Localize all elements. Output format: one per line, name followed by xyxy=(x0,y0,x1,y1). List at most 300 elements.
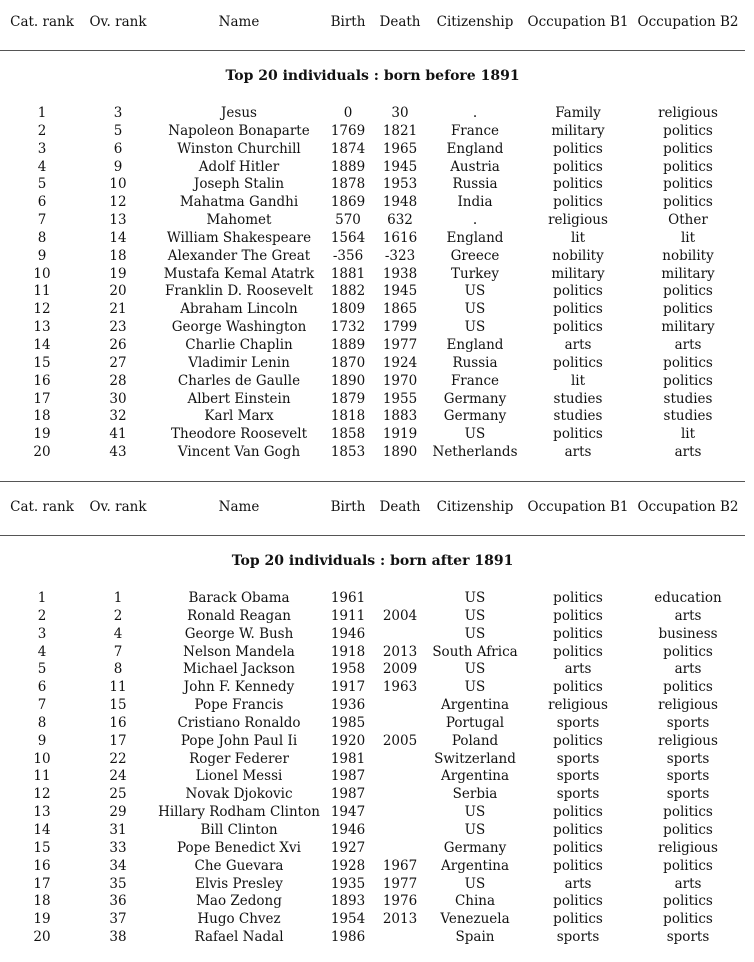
cell-cat-rank: 19 xyxy=(33,911,51,928)
cell-ov-rank: 13 xyxy=(109,212,127,229)
cell-occupation-b2: politics xyxy=(663,804,713,821)
cell-cat-rank: 15 xyxy=(33,839,51,856)
cell-occupation-b2: military xyxy=(661,319,715,336)
cell-ov-rank: 6 xyxy=(113,140,123,157)
cell-cat-rank: 8 xyxy=(37,714,47,731)
cell-name: William Shakespeare xyxy=(166,229,312,246)
cell-death: 2005 xyxy=(382,732,418,749)
cell-name: John F. Kennedy xyxy=(183,679,295,696)
cell-cat-rank: 10 xyxy=(33,750,51,767)
cell-occupation-b2: business xyxy=(658,625,718,642)
cell-citizenship: Argentina xyxy=(440,857,510,874)
cell-name: Pope John Paul Ii xyxy=(180,732,298,749)
table-row xyxy=(0,211,745,229)
cell-name: Rafael Nadal xyxy=(194,929,284,946)
cell-cat-rank: 1 xyxy=(37,590,47,606)
cell-occupation-b2: sports xyxy=(666,929,710,946)
table-row xyxy=(0,803,745,821)
cell-ov-rank: 15 xyxy=(109,697,127,714)
section-title: Top 20 individuals : born before 1891 xyxy=(225,68,520,84)
cell-name: Hillary Rodham Clinton xyxy=(158,804,320,821)
table-row xyxy=(0,785,745,803)
cell-citizenship: Portugal xyxy=(445,714,505,731)
table-row xyxy=(0,767,745,785)
header-name: Name xyxy=(218,14,260,30)
table-row xyxy=(0,336,745,354)
cell-citizenship: . xyxy=(472,212,478,229)
cell-name: Novak Djokovic xyxy=(185,786,293,803)
cell-citizenship: France xyxy=(450,122,500,139)
cell-ov-rank: 10 xyxy=(109,176,127,193)
cell-occupation-b1: politics xyxy=(553,140,603,157)
cell-name: Vincent Van Gogh xyxy=(177,444,301,461)
header-occupation-b1: Occupation B1 xyxy=(527,14,629,30)
cell-citizenship: US xyxy=(464,607,486,624)
table-row xyxy=(0,839,745,857)
cell-cat-rank: 14 xyxy=(33,821,51,838)
cell-occupation-b1: Family xyxy=(555,105,601,121)
cell-citizenship: England xyxy=(446,336,504,353)
cell-occupation-b2: lit xyxy=(680,426,696,443)
cell-occupation-b1: politics xyxy=(553,643,603,660)
cell-ov-rank: 8 xyxy=(113,661,123,678)
cell-ov-rank: 9 xyxy=(113,158,123,175)
cell-birth: 1954 xyxy=(330,911,366,928)
cell-citizenship: China xyxy=(454,893,496,910)
cell-name: Pope Benedict Xvi xyxy=(177,839,301,856)
cell-name: George Washington xyxy=(171,319,307,336)
cell-occupation-b1: politics xyxy=(553,283,603,300)
cell-occupation-b2: politics xyxy=(663,140,713,157)
cell-ov-rank: 36 xyxy=(109,893,127,910)
cell-cat-rank: 1 xyxy=(37,105,47,121)
cell-ov-rank: 24 xyxy=(109,768,127,785)
cell-occupation-b2: arts xyxy=(674,444,702,461)
cell-ov-rank: 7 xyxy=(113,643,123,660)
cell-occupation-b1: lit xyxy=(570,372,586,389)
cell-ov-rank: 17 xyxy=(109,732,127,749)
cell-cat-rank: 5 xyxy=(37,661,47,678)
cell-citizenship: US xyxy=(464,319,486,336)
header-ov-rank: Ov. rank xyxy=(89,14,147,30)
cell-death: 1616 xyxy=(382,229,418,246)
cell-name: Mahatma Gandhi xyxy=(179,194,299,211)
cell-cat-rank: 2 xyxy=(37,607,47,624)
cell-cat-rank: 5 xyxy=(37,176,47,193)
cell-birth: 1987 xyxy=(330,768,366,785)
cell-ov-rank: 16 xyxy=(109,714,127,731)
cell-birth: 1889 xyxy=(330,158,366,175)
table-row xyxy=(0,875,745,893)
cell-death: 2004 xyxy=(382,607,418,624)
header-occupation-b2: Occupation B2 xyxy=(637,499,739,515)
cell-citizenship: France xyxy=(450,372,500,389)
cell-cat-rank: 18 xyxy=(33,408,51,425)
table-row xyxy=(0,193,745,211)
cell-citizenship: US xyxy=(464,821,486,838)
cell-occupation-b1: sports xyxy=(556,768,600,785)
header-cat-rank: Cat. rank xyxy=(10,14,74,30)
cell-birth: 1946 xyxy=(330,821,366,838)
cell-citizenship: India xyxy=(457,194,493,211)
cell-ov-rank: 5 xyxy=(113,122,123,139)
cell-occupation-b1: military xyxy=(551,122,605,139)
table-row xyxy=(0,928,745,946)
cell-occupation-b1: arts xyxy=(564,336,592,353)
cell-occupation-b1: politics xyxy=(553,679,603,696)
cell-citizenship: Russia xyxy=(452,176,498,193)
cell-birth: 1911 xyxy=(330,607,366,624)
cell-name: Hugo Chvez xyxy=(197,911,281,928)
cell-name: Lionel Messi xyxy=(195,768,283,785)
cell-death: 1945 xyxy=(382,283,418,300)
cell-occupation-b2: politics xyxy=(663,857,713,874)
table-row xyxy=(0,607,745,625)
cell-citizenship: South Africa xyxy=(432,643,518,660)
cell-occupation-b1: sports xyxy=(556,786,600,803)
cell-occupation-b1: politics xyxy=(553,821,603,838)
header-birth: Birth xyxy=(330,499,366,515)
cell-death: 1821 xyxy=(382,122,418,139)
cell-birth: 1889 xyxy=(330,336,366,353)
section-divider xyxy=(0,481,745,482)
cell-cat-rank: 2 xyxy=(37,122,47,139)
cell-death: 1976 xyxy=(382,893,418,910)
cell-ov-rank: 29 xyxy=(109,804,127,821)
cell-cat-rank: 9 xyxy=(37,247,47,264)
cell-cat-rank: 4 xyxy=(37,643,47,660)
header-occupation-b2: Occupation B2 xyxy=(637,14,739,30)
cell-occupation-b2: politics xyxy=(663,911,713,928)
cell-cat-rank: 14 xyxy=(33,336,51,353)
cell-cat-rank: 15 xyxy=(33,354,51,371)
cell-ov-rank: 18 xyxy=(109,247,127,264)
cell-death: 1977 xyxy=(382,875,418,892)
table-row xyxy=(0,390,745,408)
cell-birth: 1961 xyxy=(330,590,366,606)
cell-cat-rank: 10 xyxy=(33,265,51,282)
cell-birth: 1858 xyxy=(330,426,366,443)
cell-name: Che Guevara xyxy=(194,857,284,874)
cell-ov-rank: 37 xyxy=(109,911,127,928)
cell-occupation-b1: politics xyxy=(553,194,603,211)
cell-occupation-b2: sports xyxy=(666,750,710,767)
cell-occupation-b1: politics xyxy=(553,625,603,642)
cell-occupation-b2: politics xyxy=(663,893,713,910)
cell-citizenship: Argentina xyxy=(440,768,510,785)
cell-citizenship: Poland xyxy=(451,732,499,749)
cell-citizenship: Greece xyxy=(450,247,500,264)
cell-occupation-b1: lit xyxy=(570,229,586,246)
column-header-row xyxy=(0,13,745,33)
cell-citizenship: Netherlands xyxy=(432,444,518,461)
cell-birth: 1769 xyxy=(330,122,366,139)
cell-death: 2009 xyxy=(382,661,418,678)
cell-death: 1953 xyxy=(382,176,418,193)
cell-cat-rank: 20 xyxy=(33,444,51,461)
cell-birth: 1928 xyxy=(330,857,366,874)
cell-birth: 1809 xyxy=(330,301,366,318)
cell-ov-rank: 19 xyxy=(109,265,127,282)
cell-ov-rank: 12 xyxy=(109,194,127,211)
cell-occupation-b2: arts xyxy=(674,875,702,892)
cell-ov-rank: 43 xyxy=(109,444,127,461)
cell-death: 30 xyxy=(391,105,409,121)
cell-ov-rank: 35 xyxy=(109,875,127,892)
table-row xyxy=(0,354,745,372)
header-occupation-b1: Occupation B1 xyxy=(527,499,629,515)
cell-occupation-b1: politics xyxy=(553,804,603,821)
cell-death: 1924 xyxy=(382,354,418,371)
cell-ov-rank: 3 xyxy=(113,105,123,121)
cell-death: 2013 xyxy=(382,643,418,660)
header-rule xyxy=(0,535,745,536)
cell-cat-rank: 11 xyxy=(33,768,51,785)
cell-occupation-b2: religious xyxy=(658,732,718,749)
cell-ov-rank: 33 xyxy=(109,839,127,856)
cell-name: Charlie Chaplin xyxy=(185,336,293,353)
cell-occupation-b2: politics xyxy=(663,679,713,696)
cell-cat-rank: 13 xyxy=(33,804,51,821)
cell-name: George W. Bush xyxy=(184,625,294,642)
cell-occupation-b1: religious xyxy=(548,697,608,714)
cell-name: Barack Obama xyxy=(188,590,290,606)
table-row xyxy=(0,643,745,661)
table-row xyxy=(0,910,745,928)
cell-citizenship: Switzerland xyxy=(434,750,516,767)
cell-cat-rank: 11 xyxy=(33,283,51,300)
cell-occupation-b1: politics xyxy=(553,301,603,318)
cell-name: Napoleon Bonaparte xyxy=(168,122,310,139)
cell-name: Pope Francis xyxy=(194,697,284,714)
cell-occupation-b1: politics xyxy=(553,319,603,336)
table-row xyxy=(0,443,745,461)
cell-cat-rank: 13 xyxy=(33,319,51,336)
cell-death: 1799 xyxy=(382,319,418,336)
cell-ov-rank: 28 xyxy=(109,372,127,389)
cell-birth: 1927 xyxy=(330,839,366,856)
cell-citizenship: US xyxy=(464,625,486,642)
table-row xyxy=(0,857,745,875)
table-row xyxy=(0,714,745,732)
table-row xyxy=(0,732,745,750)
header-citizenship: Citizenship xyxy=(436,499,514,515)
cell-ov-rank: 21 xyxy=(109,301,127,318)
table-row xyxy=(0,318,745,336)
header-cat-rank: Cat. rank xyxy=(10,499,74,515)
cell-occupation-b1: military xyxy=(551,265,605,282)
table-row xyxy=(0,247,745,265)
cell-birth: 1893 xyxy=(330,893,366,910)
cell-name: Charles de Gaulle xyxy=(177,372,301,389)
cell-ov-rank: 11 xyxy=(109,679,127,696)
table-row xyxy=(0,140,745,158)
cell-citizenship: Germany xyxy=(443,839,507,856)
cell-occupation-b2: religious xyxy=(658,839,718,856)
cell-death: 1890 xyxy=(382,444,418,461)
section-rows xyxy=(0,104,745,461)
cell-death: 2013 xyxy=(382,911,418,928)
cell-occupation-b2: military xyxy=(661,265,715,282)
cell-cat-rank: 17 xyxy=(33,875,51,892)
cell-birth: 1958 xyxy=(330,661,366,678)
cell-ov-rank: 20 xyxy=(109,283,127,300)
cell-death: 1965 xyxy=(382,140,418,157)
cell-citizenship: Germany xyxy=(443,390,507,407)
cell-occupation-b2: religious xyxy=(658,105,718,121)
cell-occupation-b2: sports xyxy=(666,768,710,785)
table-row xyxy=(0,122,745,140)
cell-name: Elvis Presley xyxy=(195,875,283,892)
cell-occupation-b1: arts xyxy=(564,661,592,678)
cell-occupation-b1: politics xyxy=(553,354,603,371)
cell-name: Ronald Reagan xyxy=(187,607,291,624)
cell-occupation-b1: sports xyxy=(556,929,600,946)
cell-occupation-b2: studies xyxy=(663,390,713,407)
cell-citizenship: US xyxy=(464,283,486,300)
cell-citizenship: US xyxy=(464,661,486,678)
cell-death: 1967 xyxy=(382,857,418,874)
cell-occupation-b1: politics xyxy=(553,732,603,749)
cell-birth: 1920 xyxy=(330,732,366,749)
cell-citizenship: US xyxy=(464,875,486,892)
cell-death: 1948 xyxy=(382,194,418,211)
cell-ov-rank: 41 xyxy=(109,426,127,443)
cell-cat-rank: 7 xyxy=(37,697,47,714)
cell-birth: 1732 xyxy=(330,319,366,336)
cell-name: Mao Zedong xyxy=(196,893,282,910)
cell-birth: 1870 xyxy=(330,354,366,371)
cell-death: 632 xyxy=(387,212,413,229)
cell-birth: 1890 xyxy=(330,372,366,389)
cell-birth: 1818 xyxy=(330,408,366,425)
cell-ov-rank: 25 xyxy=(109,786,127,803)
header-ov-rank: Ov. rank xyxy=(89,499,147,515)
cell-cat-rank: 16 xyxy=(33,857,51,874)
cell-birth: -356 xyxy=(332,247,364,264)
cell-birth: 1878 xyxy=(330,176,366,193)
cell-occupation-b1: politics xyxy=(553,426,603,443)
table-row xyxy=(0,678,745,696)
cell-birth: 1946 xyxy=(330,625,366,642)
cell-occupation-b2: politics xyxy=(663,122,713,139)
cell-ov-rank: 30 xyxy=(109,390,127,407)
cell-occupation-b2: politics xyxy=(663,643,713,660)
cell-cat-rank: 12 xyxy=(33,301,51,318)
cell-citizenship: US xyxy=(464,679,486,696)
cell-birth: 1882 xyxy=(330,283,366,300)
cell-cat-rank: 9 xyxy=(37,732,47,749)
section-rows xyxy=(0,589,745,946)
cell-occupation-b1: politics xyxy=(553,158,603,175)
section-title: Top 20 individuals : born after 1891 xyxy=(231,553,514,569)
cell-occupation-b2: politics xyxy=(663,194,713,211)
table-row xyxy=(0,265,745,283)
cell-death: -323 xyxy=(384,247,416,264)
cell-death: 1938 xyxy=(382,265,418,282)
cell-ov-rank: 31 xyxy=(109,821,127,838)
cell-occupation-b1: politics xyxy=(553,857,603,874)
cell-birth: 570 xyxy=(335,212,361,229)
table-row xyxy=(0,696,745,714)
cell-cat-rank: 17 xyxy=(33,390,51,407)
cell-death: 1919 xyxy=(382,426,418,443)
cell-birth: 1881 xyxy=(330,265,366,282)
cell-occupation-b1: politics xyxy=(553,893,603,910)
cell-occupation-b2: sports xyxy=(666,786,710,803)
cell-cat-rank: 7 xyxy=(37,212,47,229)
cell-citizenship: Spain xyxy=(455,929,495,946)
header-rule xyxy=(0,50,745,51)
cell-death: 1977 xyxy=(382,336,418,353)
cell-name: Winston Churchill xyxy=(177,140,301,157)
cell-death: 1865 xyxy=(382,301,418,318)
table-row xyxy=(0,372,745,390)
cell-death: 1945 xyxy=(382,158,418,175)
cell-name: Abraham Lincoln xyxy=(180,301,298,318)
cell-occupation-b1: politics xyxy=(553,590,603,606)
table-row xyxy=(0,750,745,768)
column-header-row xyxy=(0,498,745,518)
table-row xyxy=(0,175,745,193)
cell-birth: 1874 xyxy=(330,140,366,157)
cell-citizenship: . xyxy=(472,105,478,121)
cell-cat-rank: 6 xyxy=(37,194,47,211)
cell-occupation-b1: sports xyxy=(556,714,600,731)
cell-occupation-b2: politics xyxy=(663,372,713,389)
cell-ov-rank: 34 xyxy=(109,857,127,874)
cell-cat-rank: 6 xyxy=(37,679,47,696)
table-row xyxy=(0,821,745,839)
cell-citizenship: Austria xyxy=(450,158,500,175)
cell-death: 1970 xyxy=(382,372,418,389)
cell-citizenship: US xyxy=(464,426,486,443)
cell-citizenship: Argentina xyxy=(440,697,510,714)
cell-occupation-b2: politics xyxy=(663,354,713,371)
cell-birth: 1981 xyxy=(330,750,366,767)
cell-occupation-b1: politics xyxy=(553,911,603,928)
cell-death: 1883 xyxy=(382,408,418,425)
cell-name: Nelson Mandela xyxy=(183,643,295,660)
cell-ov-rank: 4 xyxy=(113,625,123,642)
table-row xyxy=(0,660,745,678)
cell-name: Bill Clinton xyxy=(200,821,278,838)
cell-birth: 1853 xyxy=(330,444,366,461)
table-row xyxy=(0,589,745,607)
cell-occupation-b2: sports xyxy=(666,714,710,731)
cell-cat-rank: 3 xyxy=(37,140,47,157)
cell-occupation-b1: studies xyxy=(553,408,603,425)
cell-birth: 1564 xyxy=(330,229,366,246)
cell-cat-rank: 19 xyxy=(33,426,51,443)
cell-occupation-b2: education xyxy=(654,590,722,606)
cell-cat-rank: 4 xyxy=(37,158,47,175)
cell-birth: 1935 xyxy=(330,875,366,892)
cell-birth: 1879 xyxy=(330,390,366,407)
cell-name: Mustafa Kemal Atatrk xyxy=(163,265,315,282)
cell-cat-rank: 12 xyxy=(33,786,51,803)
cell-ov-rank: 32 xyxy=(109,408,127,425)
cell-occupation-b1: sports xyxy=(556,750,600,767)
header-death: Death xyxy=(379,14,421,30)
cell-name: Franklin D. Roosevelt xyxy=(165,283,313,300)
cell-name: Roger Federer xyxy=(189,750,289,767)
cell-citizenship: England xyxy=(446,229,504,246)
cell-occupation-b1: arts xyxy=(564,875,592,892)
cell-birth: 1985 xyxy=(330,714,366,731)
cell-occupation-b1: studies xyxy=(553,390,603,407)
table-row xyxy=(0,229,745,247)
